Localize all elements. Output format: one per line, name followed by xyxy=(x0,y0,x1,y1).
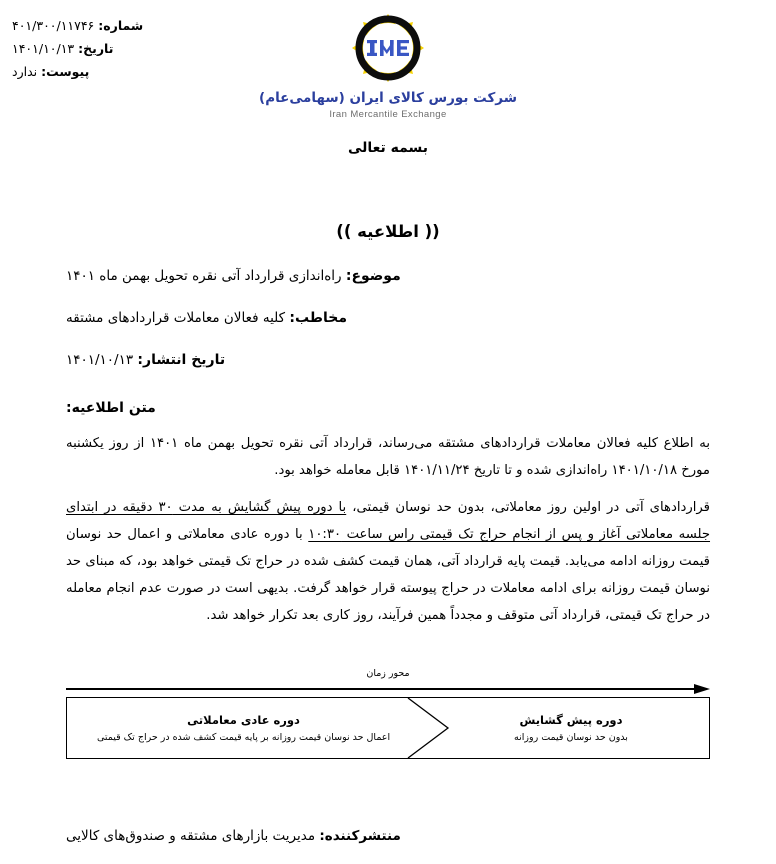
footer-publisher-label: منتشرکننده: xyxy=(319,828,401,844)
document-header-meta xyxy=(0,14,262,83)
paragraph-2-underlined-segment: با دوره پیش گشایش به مدت ۳۰ دقیقه در ابتدای جلسه معاملاتی آغاز و پس از انجام حراج تک قیمتی راس ساعت ۱۰:۳۰ xyxy=(66,500,711,543)
field-subject-value: راه‌اندازی قرارداد آتی نقره تحویل بهمن ماه ۱۴۰۱ xyxy=(66,268,346,284)
field-subject-label: موضوع: xyxy=(345,268,401,284)
header-meta-row-date xyxy=(12,37,262,60)
notice-paragraph-1: به اطلاع کلیه فعالان معاملات قراردادهای مشتقه می‌رساند، قرارداد آتی نقره تحویل بهمن ماه ۱۴۰۱ از روز یکشنبه مورخ ۱۴۰۱/۱۰/۱۸ راه‌اندازی شده و تا تاریخ ۱۴۰۱/۱۱/۲۴ قابل معامله خواهد بود. xyxy=(66,436,710,479)
header-meta-row-attachment xyxy=(12,60,262,83)
notice-title: (( اطلاعیه )) xyxy=(336,222,440,241)
timeline-band-pre-open xyxy=(433,698,709,758)
timeline-axis-label: محور زمان xyxy=(366,668,410,679)
footer-publisher-value: مدیریت بازارهای مشتقه و صندوق‌های کالایی xyxy=(66,828,320,844)
document-footer xyxy=(66,828,710,844)
notice-body-heading: متن اطلاعیه: xyxy=(66,400,156,416)
field-publish-date xyxy=(66,352,710,368)
document-fields xyxy=(0,268,776,394)
timeline-arrow-icon xyxy=(66,683,710,695)
header-number-value: ۴۰۱/۳۰۰/۱۱۷۴۶ xyxy=(12,18,95,33)
ime-logo-icon xyxy=(345,10,431,86)
besmeh-taali-heading: بسمه تعالی xyxy=(347,140,429,156)
field-publish-date-value: ۱۴۰۱/۱۰/۱۳ xyxy=(66,352,138,368)
field-audience-value: کلیه فعالان معاملات قراردادهای مشتقه xyxy=(66,310,290,326)
trading-session-timeline-diagram xyxy=(66,668,710,759)
notice-paragraph-2 xyxy=(66,494,710,629)
timeline-bands xyxy=(66,697,710,759)
header-attachment-value: ندارد xyxy=(12,64,38,80)
header-meta-row-number xyxy=(12,14,262,37)
timeline-band-normal-session-subtitle: اعمال حد نوسان قیمت روزانه بر پایه قیمت کشف شده در حراج تک قیمتی xyxy=(96,732,391,743)
field-audience-label: مخاطب: xyxy=(289,310,347,326)
timeline-band-pre-open-subtitle: بدون حد نوسان قیمت روزانه xyxy=(514,732,628,743)
header-attachment-label: پیوست: xyxy=(41,64,90,80)
timeline-band-pre-open-title: دوره پیش گشایش xyxy=(519,713,623,727)
organization-name-en: Iran Mercantile Exchange xyxy=(329,108,447,120)
field-publish-date-label: تاریخ انتشار: xyxy=(137,352,226,368)
header-number-label: شماره: xyxy=(98,18,144,33)
header-date-value: ۱۴۰۱/۱۰/۱۳ xyxy=(12,41,75,57)
header-date-label: تاریخ: xyxy=(78,41,114,57)
organization-logo-block xyxy=(258,10,518,120)
paragraph-2-segment-2: با دوره عادی معاملاتی و اعمال حد نوسان قیمت روزانه ادامه می‌یابد. قیمت پایه قرارداد آتی، همان قیمت کشف شده در حراج تک قیمتی خواهد بود، که مبنای حد نوسان قیمت روزانه برای ادامه معاملات در حراج پیوسته قرار خواهد گرفت. بدیهی است در صورت عدم انجام معامله در حراج تک قیمتی، قرارداد آتی متوقف و مجدداً همین فرآیند، روز کاری بعد تکرار خواهد شد. xyxy=(66,527,710,624)
timeline-band-normal-session xyxy=(67,698,420,758)
field-audience xyxy=(66,310,710,326)
timeline-band-normal-session-title: دوره عادی معاملاتی xyxy=(187,713,300,727)
field-subject xyxy=(66,268,710,284)
organization-name-fa: شرکت بورس کالای ایران (سهامی‌عام) xyxy=(259,90,517,106)
paragraph-2-segment-1: قراردادهای آتی در اولین روز معاملاتی، بدون حد نوسان قیمتی، xyxy=(346,500,710,516)
notice-body xyxy=(66,400,710,633)
